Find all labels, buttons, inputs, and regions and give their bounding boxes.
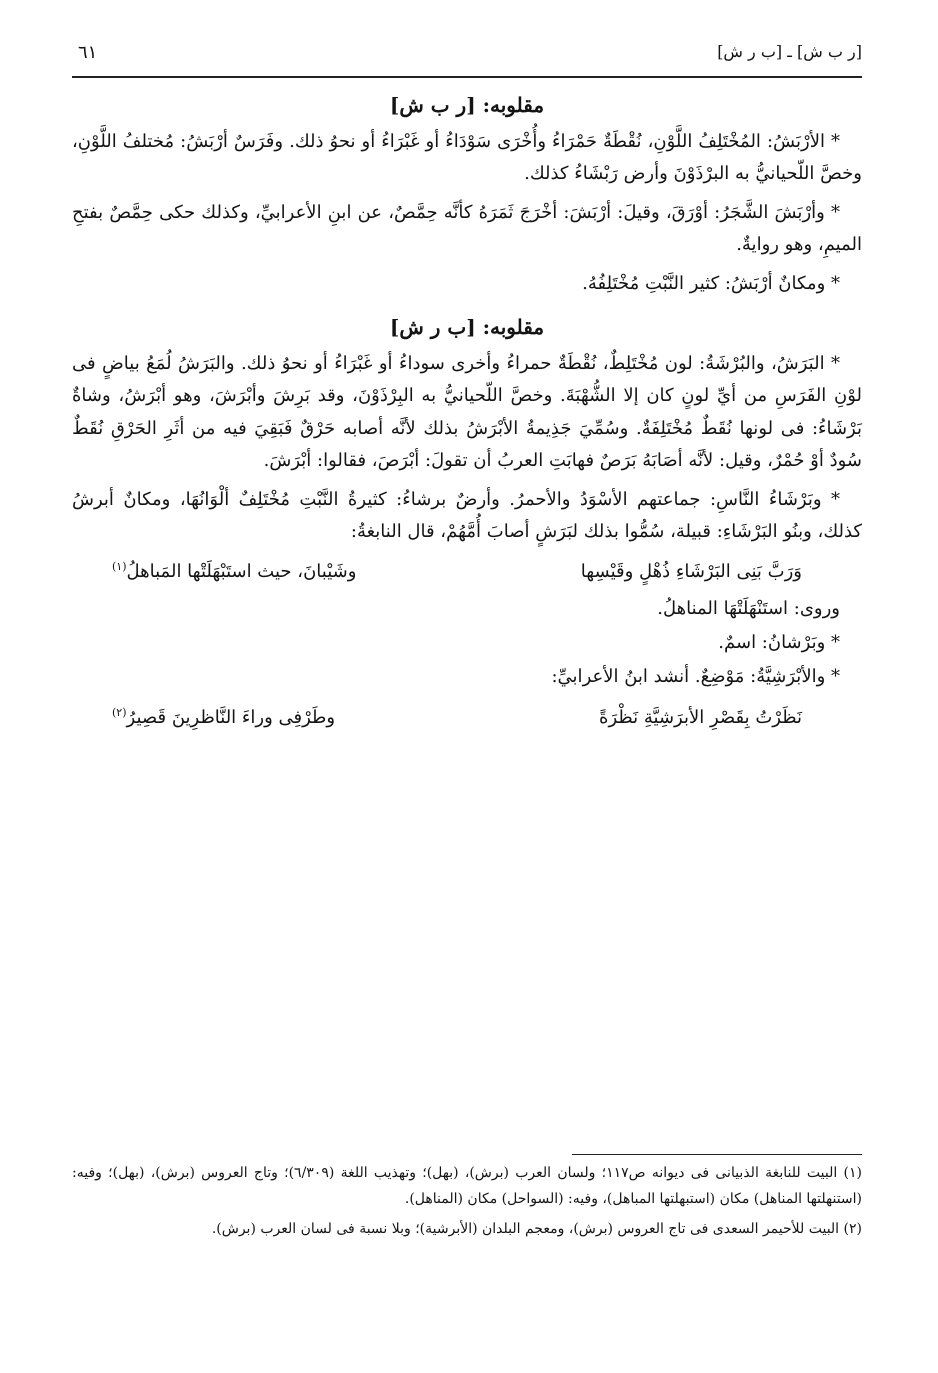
verse-hemistich-right: نَظَرْتُ بِقَصْرِ الأبرَشِيَّةِ نَظْرَةً — [599, 706, 802, 728]
footnote-marker-1: (١) — [112, 560, 127, 574]
footnote-1: (١) البيت للنابغة الذبيانى فى ديوانه ص١١٧؛ ولسان العرب (برش)، (بهل)؛ وتهذيب اللغة (٦/٣٠٩)؛ وتاج العروس (برش)، (بهل)؛ وفيه: (استنهلتها المناهل) مكان (استبهلتها المباهل)، وفيه: (السواحل) مكان (المناهل). — [72, 1165, 862, 1207]
page-number: ٦١ — [78, 42, 98, 63]
entry-paragraph: * الأرْبَشُ: المُخْتَلِفُ اللَّوْنِ، نُقْطَةٌ حَمْرَاءُ وأُخْرَى سَوْدَاءُ أو غَبْرَاءُ أو نحوُ ذلك. وفَرَسٌ أرْبَشُ: مُختلفُ اللَّوْنِ، وخصَّ اللّحيانيُّ به البرْذَوْنَ وأرض رَبْشَاءُ كذلك. — [72, 131, 862, 185]
footnotes — [72, 1154, 862, 1247]
entry-line: * وبَرْشانُ: اسمٌ. — [718, 632, 840, 654]
verse-hemistich-left: وطَرْفِى وراءَ النَّاظرِينَ قَصِيرُ$^{(٢)}$ — [112, 705, 336, 728]
running-title: [ر ب ش] ـ [ب ر ش] — [717, 42, 862, 61]
section-title-rbsh: مقلوبه: [ر ب ش] — [389, 93, 545, 117]
entry-paragraph: * وأرْبَشَ الشَّجَرُ: أوْرَقَ، وقيلَ: أرْبَشَ: أخْرَجَ ثَمَرَهُ كأنَّه حِمَّصٌ، عن ابنِ الأعرابيِّ، وكذلك حكى حِمَّصٌ بفتحِ الميمِ، وهو روايةٌ. — [72, 201, 862, 256]
footnote-marker-2: (٢) — [112, 705, 127, 719]
entry-paragraph: * البَرَشُ، والبُرْشَةُ: لون مُخْتَلِطٌ، نُقْطَةٌ حمراءُ وأخرى سوداءُ أو غَبْرَاءُ أو نحوُ ذلك. والبَرَشُ لُمَعُ بياضٍ فى لوْنِ الفَرَسِ من أيِّ لونٍ كان إلا الشُّهْبَةَ. وخصَّ اللّحيانيُّ به البِرْذَوْنَ، وقد بَرِشَ وأبْرَشَ، وهو أبْرَشُ، وشاةٌ بَرْشَاءُ: فى لونها نُقَطٌ مُخْتَلِفَةٌ. وسُمِّيَ جَذِيمةُ الأبْرَشُ بذلك لأنَّه أصابه حَرْقٌ فَبَقِيَ فيه من أثَرِ الحَرْقِ نُقَطٌ سُودٌ أوْ حُمْرٌ، وقيل: لأنَّه أصَابَهُ بَرَصٌ فهابَتِ العربُ أن تقولَ: أبْرَصَ، فقالوا: أبْرَشَ. — [72, 352, 862, 472]
running-header — [72, 36, 862, 78]
verse-hemistich-right: وَرَبَّ بَنِى البَرْشَاءِ ذُهْلٍ وقَيْسِها — [580, 561, 802, 583]
entry-paragraph: * وبَرْشَاءُ النَّاسِ: جماعتهم الأسْوَدُ والأحمرُ. وأرضٌ برشاءُ: كثيرةُ النَّبْتِ مُخْتَلِفٌ ألْوَانُهَا، ومكانٌ أبرشُ كذلك، وبنُو البَرْشَاءِ: قبيلة، سُمُّوا بذلك لبَرَشٍ أصابَ أُمَّهُمْ، قال النابغةُ: — [72, 488, 862, 542]
footnote-2: (٢) البيت للأحيمر السعدى فى تاج العروس (برش)، ومعجم البلدان (الأبرشية)؛ وبلا نسبة فى لسان العرب (برش). — [211, 1220, 862, 1237]
poetry-verse-1 — [72, 556, 862, 588]
section-title-brsh: مقلوبه: [ب ر ش] — [389, 314, 545, 339]
entry-line: * والأبْرَشِيَّةُ: مَوْضِعٌ. أنشد ابنُ الأعرابيِّ: — [551, 666, 840, 688]
variant-reading: وروى: استَنْهَلَتْهَا المناهلُ. — [657, 597, 840, 619]
verse-hemistich-left: وشَيْبانَ، حيث استَبْهَلَتْها المَباهلُ$^{(١)}$ — [112, 560, 357, 583]
footnote-divider — [572, 1154, 862, 1155]
book-page — [72, 36, 862, 1346]
entry-paragraph: * ومكانٌ أرْبَشُ: كثير النَّبْتِ مُخْتَلِفُهُ. — [582, 272, 840, 294]
poetry-verse-2 — [72, 702, 862, 734]
